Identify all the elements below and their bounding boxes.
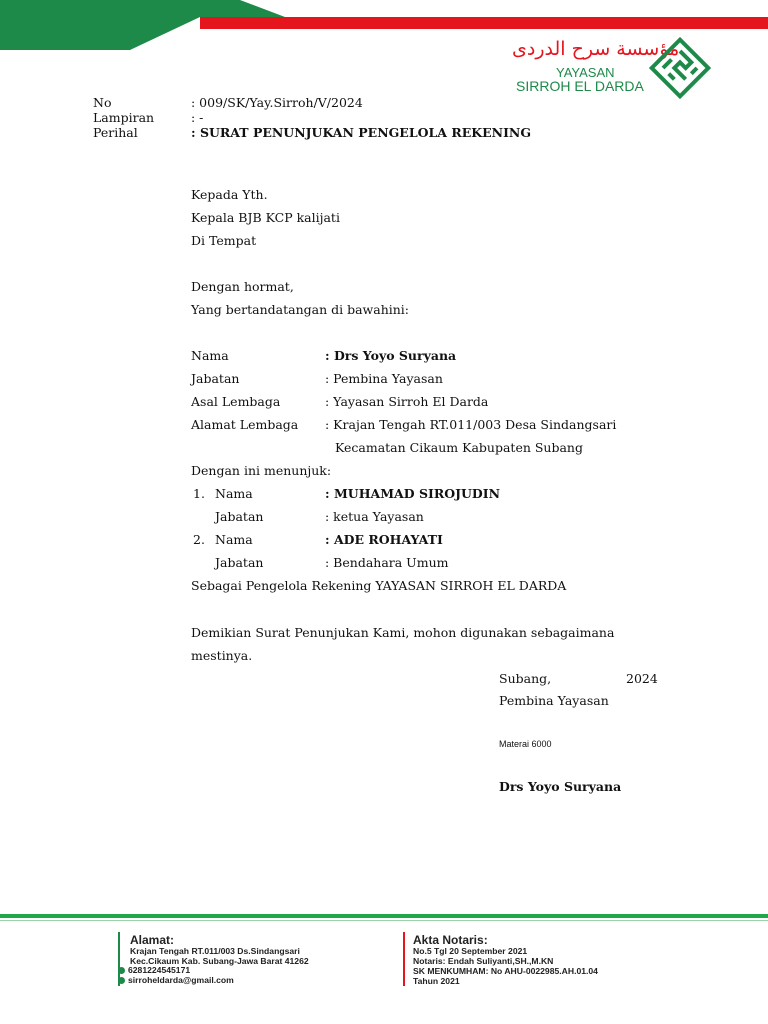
whatsapp-icon [118,967,125,974]
footer-akta-line2: Notaris: Endah Suliyanti,SH.,M.KN [413,956,554,966]
signer-alamat-label: Alamat Lembaga [191,417,299,432]
header-red-band [200,17,768,29]
meta-perihal-value: : SURAT PENUNJUKAN PENGELOLA REKENING [191,125,532,140]
logo-line2: SIRROH EL DARDA [516,78,644,94]
person1-number: 1. [193,486,205,501]
footer-right-accent [403,932,405,986]
signer-nama-value: : Drs Yoyo Suryana [325,348,457,363]
meta-no-value: : 009/SK/Yay.Sirroh/V/2024 [191,95,363,110]
logo-arabic-text: مؤسسة سرح الدردى [512,38,680,60]
logo-line1: YAYASAN [556,65,615,80]
closing-line2: mestinya. [191,648,253,663]
meta-perihal-label: Perihal [93,125,138,140]
person2-number: 2. [193,532,205,547]
footer-akta-line1: No.5 Tgl 20 September 2021 [413,946,528,956]
signature-city: Subang, [499,671,552,686]
signature-role: Pembina Yayasan [499,693,609,708]
footer-alamat-line2: Kec.Cikaum Kab. Subang-Jawa Barat 41262 [130,956,309,966]
person2-jabatan-label: Jabatan [215,555,264,570]
footer-phone: 6281224545171 [128,965,191,975]
footer-email-row [118,975,234,986]
person1-nama-label: Nama [215,486,253,501]
recipient-line2: Kepala BJB KCP kalijati [191,210,340,225]
signer-asal-label: Asal Lembaga [191,394,281,409]
greeting: Dengan hormat, [191,279,294,294]
meta-no-label: No [93,95,112,110]
footer-alamat-title: Alamat: [130,933,175,947]
recipient-line1: Kepada Yth. [191,187,268,202]
logo-mark-icon [642,36,718,100]
signer-nama-label: Nama [191,348,229,363]
meta-lampiran-label: Lampiran [93,110,155,125]
email-icon [118,977,125,984]
person1-jabatan-label: Jabatan [215,509,264,524]
footer-akta-line3: SK MENKUMHAM: No AHU-0022985.AH.01.04 [413,966,598,976]
signature-name: Drs Yoyo Suryana [499,779,622,794]
signature-year: 2024 [626,671,658,686]
person1-jabatan-value: : ketua Yayasan [325,509,424,524]
footer-akta-line4: Tahun 2021 [413,976,460,986]
signer-alamat-value1: : Krajan Tengah RT.011/003 Desa Sindangsari [325,417,617,432]
intro-text: Yang bertandatangan di bawahini: [191,302,410,317]
footer-alamat-line1: Krajan Tengah RT.011/003 Ds.Sindangsari [130,946,300,956]
meta-lampiran-value: : - [191,110,204,125]
signer-jabatan-label: Jabatan [191,371,240,386]
signer-alamat-value2: Kecamatan Cikaum Kabupaten Subang [335,440,583,455]
person1-nama-value: : MUHAMAD SIROJUDIN [325,486,501,501]
footer-green-line [0,914,768,918]
materai-label: Materai 6000 [499,739,552,749]
person2-nama-label: Nama [215,532,253,547]
appointment-purpose: Sebagai Pengelola Rekening YAYASAN SIRROH EL DARDA [191,578,567,593]
closing-line1: Demikian Surat Penunjukan Kami, mohon digunakan sebagaimana [191,625,615,640]
person2-jabatan-value: : Bendahara Umum [325,555,449,570]
footer-light-line [0,920,768,921]
footer-akta-title: Akta Notaris: [413,933,488,947]
appointment-intro: Dengan ini menunjuk: [191,463,332,478]
person2-nama-value: : ADE ROHAYATI [325,532,443,547]
recipient-line3: Di Tempat [191,233,257,248]
signer-asal-value: : Yayasan Sirroh El Darda [325,394,489,409]
signer-jabatan-value: : Pembina Yayasan [325,371,443,386]
footer-email: sirroheldarda@gmail.com [128,975,234,985]
